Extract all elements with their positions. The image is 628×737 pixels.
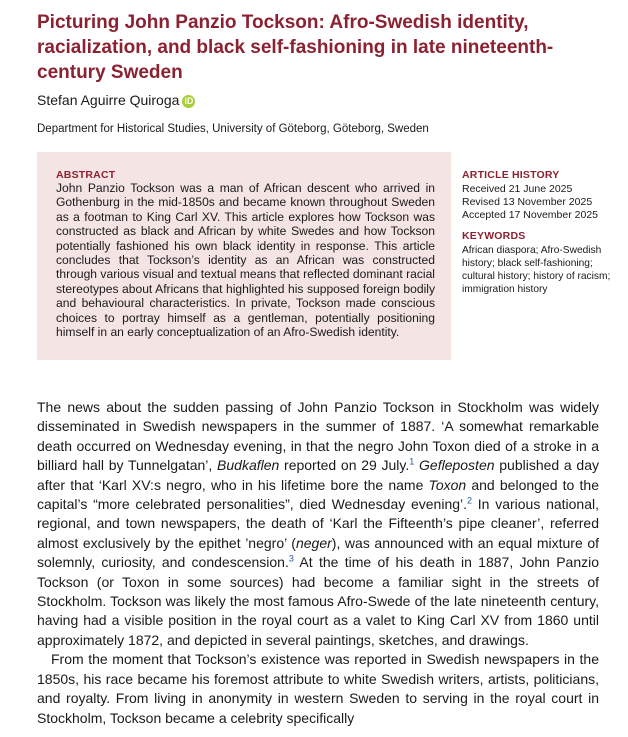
- affiliation: Department for Historical Studies, University of Göteborg, Göteborg, Sweden: [37, 123, 429, 135]
- article-sidebar: [462, 169, 612, 296]
- author-line: [37, 92, 195, 108]
- article-history: [462, 183, 612, 222]
- history-revised: Revised 13 November 2025: [462, 196, 593, 208]
- history-accepted: Accepted 17 November 2025: [462, 209, 599, 221]
- term-neger: neger: [295, 534, 332, 551]
- body-paragraph-1: The news about the sudden passing of John Panzio Tockson in Stockholm was widely disseminated in Swedish newspapers in the summer of 1887. ‘A somewhat remarkable death occurred on Wednesday evening, in that the negro John Toxon died of a stroke in a billiard hall by Tunnelgatan’, Budkaflen reported on 29 July.$^1$ Gefleposten published a day after that ‘Karl XV:s negro, who in his lifetime bore the name Toxon and belonged to the capital’s “more celebrated personalities”, died Wednesday evening’.$^2$ In various national, regional, and town newspapers, the death of ‘Karl the Fifteenth’s pipe cleaner’, referred almost exclusively by the epithet ’negro’ (neger), was announced with an equal mixture of solemnly, curiosity, and condescension.$^3$ At the time of his death in 1887, John Panzio Tockson (or Toxon in some sources) had become a familiar sight in the streets of Stockholm. Tockson was likely the most famous Afro-Swede of the late nineteenth century, having had a visible position in the royal court as a valet to King Carl XV from 1860 until approximately 1872, and depicted in several paintings, sketches, and drawings.: [37, 399, 599, 648]
- abstract-heading: ABSTRACT: [56, 169, 116, 181]
- footnote-ref-2[interactable]: 2: [467, 495, 473, 506]
- author-name[interactable]: Stefan Aguirre Quiroga: [37, 92, 180, 108]
- article-body: [37, 398, 599, 728]
- abstract-text: John Panzio Tockson was a man of African descent who arrived in Gothenburg in the mid-1850s and became known throughout Sweden as a footman to King Carl XV. This article explores how Tockson was constructed as black and African by white Swedes and how Tockson potentially fashioned his own black identity in response. This article concludes that Tockson’s identity as an African was constructed through various visual and textual means that reflected dominant racial stereotypes about Africans that highlighted his supposed foreign bodily and behavioural characteristics. In private, Tockson made conscious choices to portray himself as a gentleman, potentially positioning himself in an early conceptualization of an Afro-Swedish identity.: [56, 181, 435, 340]
- newspaper-budkaflen: Budkaflen: [217, 457, 280, 474]
- keywords-list: African diaspora; Afro-Swedish history; black self-fashioning; cultural history; history of racism; immigration history: [462, 245, 611, 295]
- footnote-ref-1[interactable]: 1: [409, 456, 415, 467]
- history-received: Received 21 June 2025: [462, 183, 573, 195]
- article-history-heading: ARTICLE HISTORY: [462, 169, 560, 181]
- keywords-heading: KEYWORDS: [462, 230, 526, 242]
- newspaper-gefleposten: Gefleposten: [419, 457, 495, 474]
- footnote-ref-3[interactable]: 3: [288, 553, 294, 564]
- orcid-icon[interactable]: iD: [184, 96, 194, 106]
- abstract-box: [37, 152, 451, 360]
- body-paragraph-2: From the moment that Tockson’s existence was reported in Swedish newspapers in the 1850s, his race became his foremost attribute to white Swedish writers, artists, politicians, and royalty. From living in anonymity in western Sweden to serving in the royal court in Stockholm, Tockson became a celebrity specifically: [37, 651, 599, 726]
- article-title: Picturing John Panzio Tockson: Afro-Swedish identity, racialization, and black self-fashioning in late nineteenth-century Sweden: [37, 12, 554, 83]
- term-toxon: Toxon: [428, 476, 467, 493]
